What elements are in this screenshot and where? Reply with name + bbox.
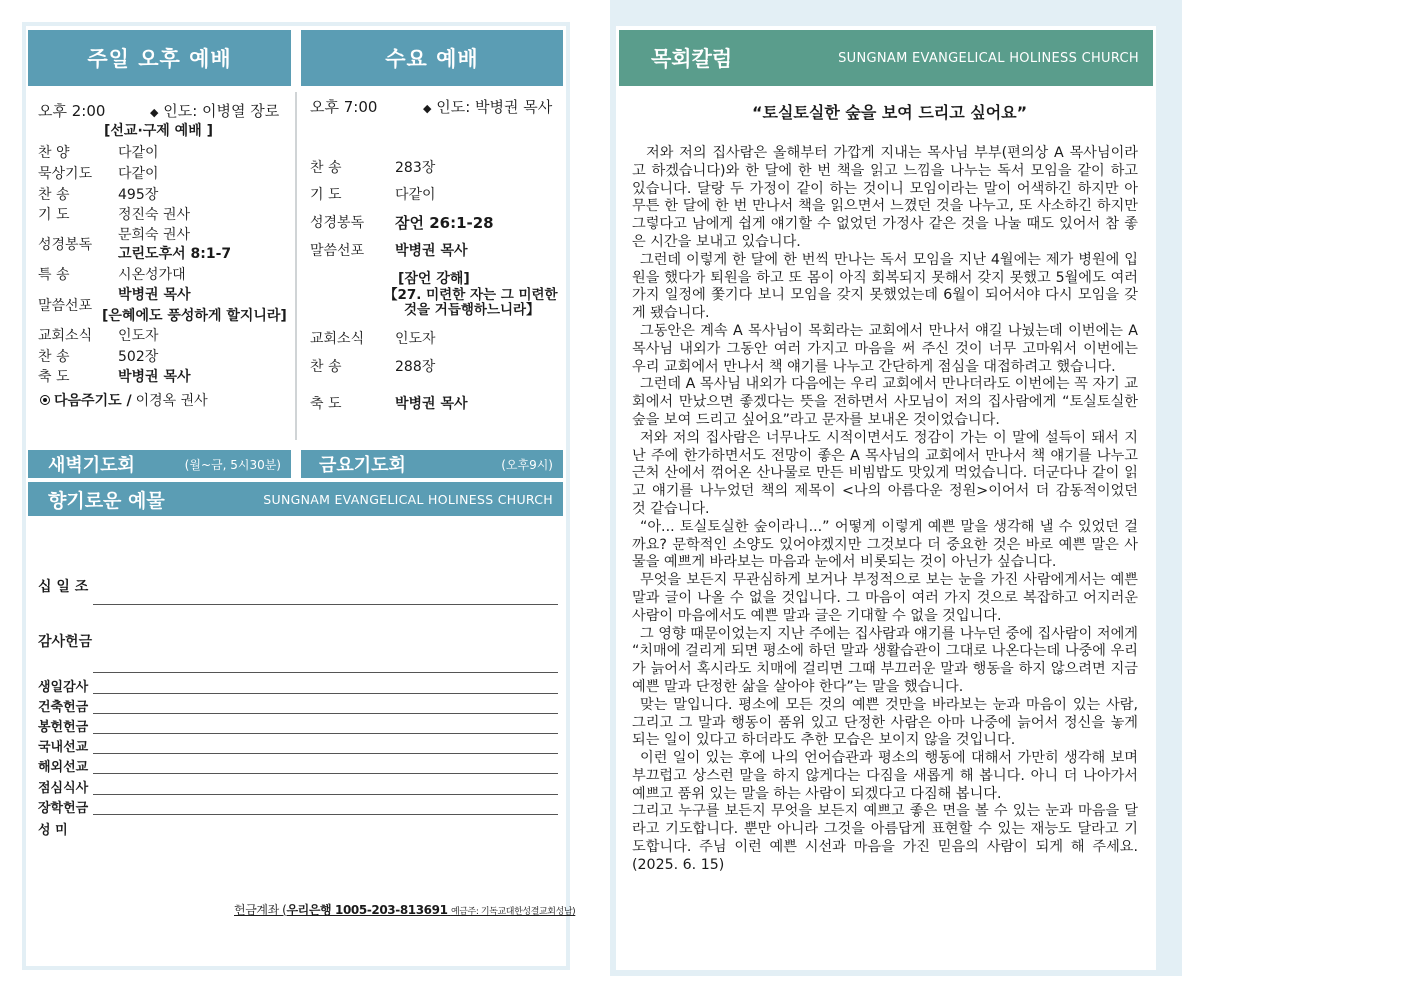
wednesday-leader [423,96,552,117]
bullet-diamond-icon: ◆ [423,102,432,115]
sunday-row-value: 다같이 [118,166,159,182]
column-paragraph: 맞는 말입니다. 평소에 모든 것의 예쁜 것만을 바라보는 눈과 마음이 있는 사람, 그리고 그 말과 행동이 품위 있고 단정한 사람은 아마 나중에 늙어서 정신을 놓게 되는 일이 있다고 하더라도 추한 모습은 보이지 않을 것입니다. [632,696,1138,749]
wednesday-row-value: 박병권 목사 [395,396,468,412]
dawn-prayer-time: (월~금, 5시30분) [184,457,281,472]
column-header [619,30,1153,86]
sunday-sermon-title: [은혜에도 풍성하게 할지니라] [102,308,287,324]
friday-prayer-time: (오후9시) [501,457,553,472]
offering-item: 십 일 조 [38,579,89,595]
column-paragraph: 그런데 이렇게 한 달에 한 번씩 만나는 독서 모임을 지난 4월에는 제가 병원에 입원을 했다가 퇴원을 하고 또 몸이 아직 회복되지 못해서 갖지 못했고 5월에도 여러 가지 일정에 쫓기다 보니 모임을 갖지 못했었는데 6월이 되어서야 다시 모임을 갖게 됐습니다. [632,251,1138,322]
next-prayer-label: 다음주기도 / [54,393,132,409]
offering-line [93,814,558,815]
sunday-row-label: 찬 송 [38,349,70,365]
sunday-row-label: 축 도 [38,369,70,385]
offering-item: 성 미 [38,823,68,838]
offering-line [93,693,558,694]
wednesday-row-value: 박병권 목사 [395,243,468,259]
offering-title: 향기로운 예물 [48,489,165,512]
dawn-prayer-bar [28,450,291,478]
sunday-row-value: 문희숙 권사 [118,227,191,243]
wednesday-row-value: 인도자 [395,331,436,347]
column-paragraph: 그런데 A 목사님 내외가 다음에는 우리 교회에서 만나더라도 이번에는 꼭 자기 교회에서 만났으면 좋겠다는 뜻을 전하면서 사모님이 저의 집사람에게 “토실토실한 숲을 보여 드리고 싶어요”라고 문자를 보내온 것이었습니다. [632,376,1138,428]
offering-item: 국내선교 [38,740,89,755]
wednesday-row-label: 교회소식 [310,331,365,347]
offering-item: 해외선교 [38,760,89,775]
wednesday-row-label: 찬 송 [310,160,342,176]
friday-prayer-title: 금요기도회 [319,455,406,476]
sunday-row-label: 교회소식 [38,328,93,344]
offering-line [93,753,558,754]
wednesday-row-label: 축 도 [310,396,342,412]
wednesday-row-value: 283장 [395,160,436,176]
column-title: 목회칼럼 [651,47,733,71]
record-circle-icon [40,395,50,405]
column-paragraph: 그동안은 계속 A 목사님이 목회라는 교회에서 만나서 얘길 나눴는데 이번에는 A 목사님 내외가 그동안 여러 가지고 마음을 써 주신 것이 너무 고마워서 이번에는 우리 교회에서 만나서 책 얘기를 나누고 간단하게 점심을 대접하려고 했습니다. [632,322,1138,375]
offering-item: 점심식사 [38,781,89,796]
wednesday-row-value: 288장 [395,359,436,375]
offering-item: 건축헌금 [38,700,89,715]
offering-header [28,482,563,516]
offering-item: 감사헌금 [38,634,93,650]
dawn-prayer-title: 새벽기도회 [48,455,135,476]
wednesday-row-label: 기 도 [310,187,342,203]
account-number: 우리은행 1005-203-813691 [286,903,448,917]
sunday-row-label: 성경봉독 [38,237,93,253]
sunday-row-label: 기 도 [38,207,70,223]
sunday-row-value: 인도자 [118,328,159,344]
offering-item: 생일감사 [38,680,89,695]
column-paragraph: “아... 토실토실한 숲이라니...” 어떻게 이렇게 예쁜 말을 생각해 낼 수 있었던 걸까요? 문학적인 소양도 있어야겠지만 그것보다 더 중요한 것은 바로 예쁜 말은 사물을 예쁘게 바라보는 마음과 눈에서 비롯되는 것이 아닌가 싶습니다. [632,518,1138,571]
column-paragraph: 그리고 누구를 보든지 무엇을 보든지 예쁘고 좋은 면을 볼 수 있는 눈과 마음을 달라고 기도합니다. 뿐만 아니라 그것을 아름답게 표현할 수 있는 재능도 달라고 기도합니다. 주님 이런 예쁜 시선과 마음을 가진 믿음의 사람이 되게 해 주세요. (2025. 6. 15) [632,803,1138,873]
offering-church-name: SUNGNAM EVANGELICAL HOLINESS CHURCH [263,491,553,507]
wednesday-leader-text: 인도: 박병권 목사 [436,98,553,116]
offering-line [93,713,558,714]
wednesday-row-value: 잠언 26:1-28 [395,214,494,232]
wednesday-row-label: 성경봉독 [310,215,365,231]
bullet-diamond-icon: ◆ [150,106,159,119]
sunday-time: 오후 2:00 [38,102,106,120]
offering-line [93,604,558,605]
wednesday-row-label: 찬 송 [310,359,342,375]
sunday-row-value: 495장 [118,187,159,203]
wednesday-sermon-title-1: 【27. 미련한 자는 그 미련한 [384,287,558,303]
column-church-name: SUNGNAM EVANGELICAL HOLINESS CHURCH [838,50,1139,66]
sunday-row-value: 박병권 목사 [118,287,191,303]
column-paragraph: 이런 일이 있는 후에 나의 언어습관과 평소의 행동에 대해서 가만히 생각해 보며 부끄럽고 상스런 말을 하지 않게다는 다짐을 새롭게 해 봅니다. 아니 더 나아가서 예쁘고 품위 있는 말을 하는 사람이 되겠다고 다짐해 봅니다. [632,750,1138,802]
sunday-scripture: 고린도후서 8:1-7 [118,246,232,262]
sunday-row-value: 정진숙 권사 [118,207,191,223]
column-divider [295,92,297,440]
sunday-service-header: 주일 오후 예배 [28,30,291,86]
sunday-row-label: 말씀선포 [38,298,93,314]
offering-line [93,733,558,734]
sunday-row-label: 찬 양 [38,145,70,161]
offering-item: 봉헌헌금 [38,720,89,735]
sunday-row-value: 시온성가대 [118,267,186,283]
wednesday-service-header: 수요 예배 [301,30,563,86]
sunday-row-value: 502장 [118,349,159,365]
wednesday-time: 오후 7:00 [310,98,378,116]
account-holder: 예금주: 기독교대한성결교회성남) [450,907,576,917]
sunday-leader [150,100,279,121]
offering-account [234,901,575,918]
wednesday-row-label: 말씀선포 [310,243,365,259]
column-paragraph: 무엇을 보든지 무관심하게 보거나 부정적으로 보는 눈을 가진 사람에게서는 예쁜 말과 글이 나올 수 없을 것입니다. 그 마음이 여러 가지 것으로 복잡하고 어지러운 사람이 마음에서도 예쁜 말과 글은 기대할 수 없을 것입니다. [632,572,1138,624]
column-paragraph: 그 영향 때문이었는지 지난 주에는 집사람과 얘기를 나누던 중에 집사람이 저에게 “치매에 걸리게 되면 평소에 하던 말과 생활습관이 그대로 나온다는데 나중에 우리가 늙어서 혹시라도 치매에 걸리면 그때 부끄러운 말과 행동을 하지 않으려면 지금 예쁜 말과 단정한 삶을 살아야 한다”는 말을 했습니다. [632,625,1138,695]
sunday-row-value: 박병권 목사 [118,369,191,385]
wednesday-sermon-series: [잠언 강해] [398,271,470,287]
sunday-row-label: 특 송 [38,267,70,283]
sunday-row-label: 찬 송 [38,187,70,203]
column-paragraph: 저와 저의 집사람은 올해부터 가깝게 지내는 목사님 부부(편의상 A 목사님이라고 하겠습니다)와 한 달에 한 번 책을 읽고 느낌을 나누는 독서 모임을 같이 하고 있습니다. 달랑 두 가정이 같이 하는 것이니 모임이라는 말이 어색하긴 하지만 아무튼 한 달에 한 번 만나서 책을 읽으면서 느꼈던 것을 나누고, 또 사소하긴 하지만 그렇다고 남에게 쉽게 얘기할 수 없었던 가정사 같은 것을 나눌 때도 있어서 참 좋은 시간을 보내고 있습니다. [632,145,1138,250]
friday-prayer-bar [301,450,563,478]
column-headline: “토실토실한 숲을 보여 드리고 싶어요” [752,103,1028,122]
sunday-next-prayer [40,390,208,410]
account-label: 헌금계좌 ( [234,903,287,917]
sunday-row-value: 다같이 [118,145,159,161]
column-body [632,145,1138,875]
offering-item: 장학헌금 [38,801,89,816]
wednesday-sermon-title-2: 것을 거듭행하느니라】 [404,302,540,318]
offering-line [93,794,558,795]
sunday-subtitle: [선교·구제 예배 ] [104,123,214,139]
offering-line [93,672,558,673]
column-paragraph: 저와 저의 집사람은 너무나도 시적이면서도 정감이 가는 이 말에 설득이 돼서 지난 주에 한가하면서도 전망이 좋은 A 목사님의 교회에서 만나서 책 얘기를 나누고 근처 산에서 꺾어온 산나물로 만든 비빔밥도 맛있게 먹었습니다. 더군다나 같이 읽고 얘기를 나누었던 책의 제목이 <나의 아름다운 정원>이어서 더 감동적이었던 것 같습니다. [632,429,1138,517]
sunday-leader-text: 인도: 이병열 장로 [163,102,280,120]
wednesday-row-value: 다같이 [395,187,436,203]
next-prayer-name: 이경옥 권사 [135,393,208,409]
offering-line [93,773,558,774]
sunday-row-label: 묵상기도 [38,166,93,182]
